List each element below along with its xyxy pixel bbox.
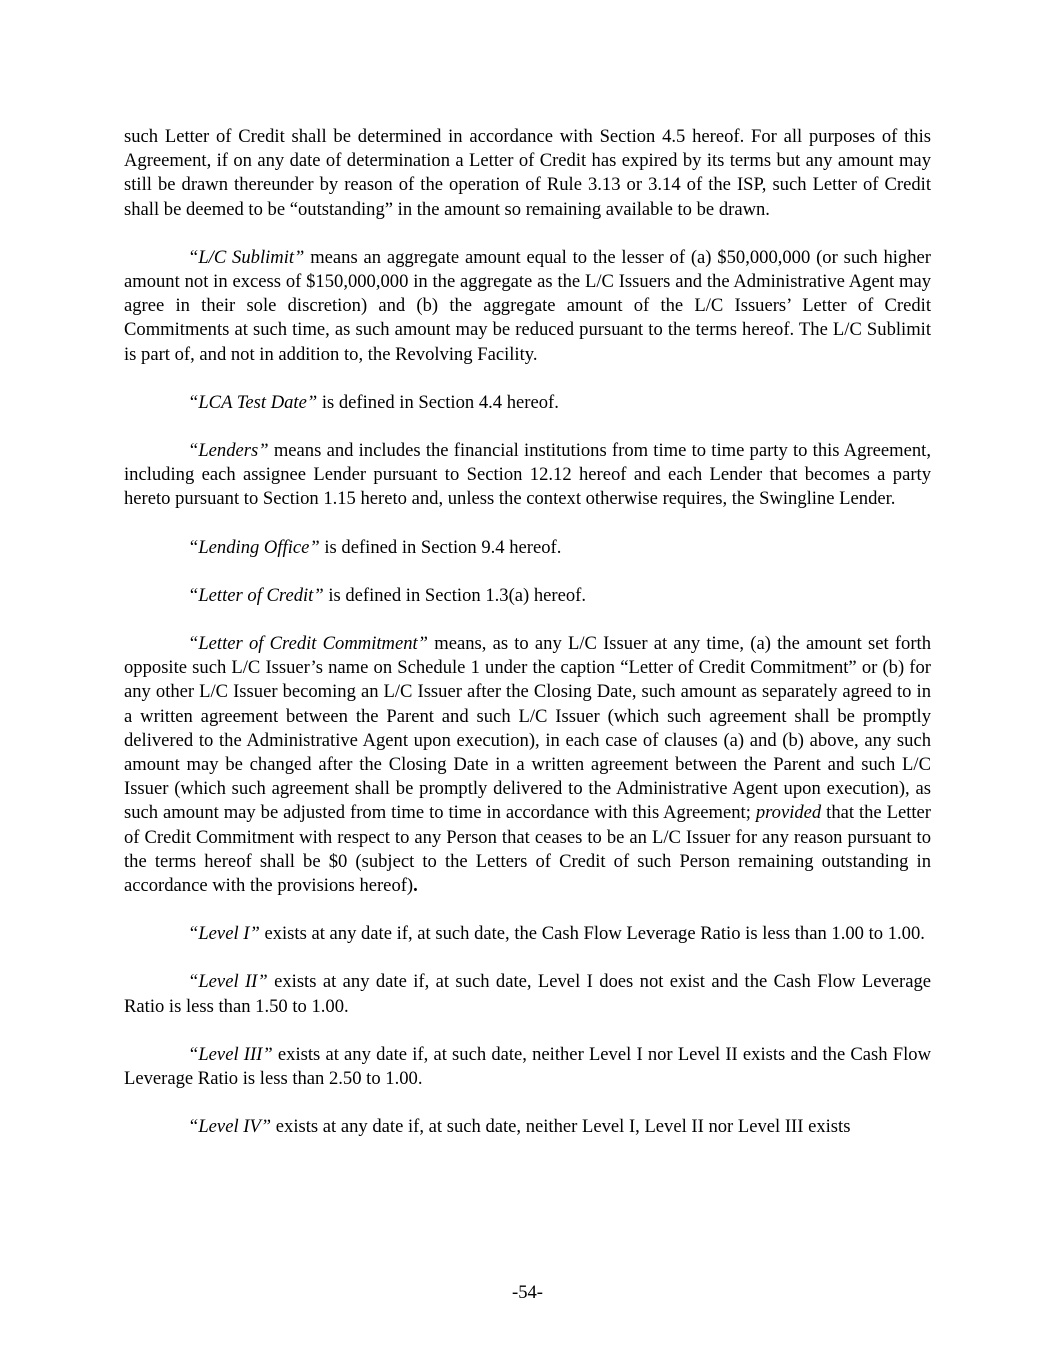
definition-level-iii	[124, 1043, 931, 1091]
paragraph-continuation	[124, 125, 931, 222]
defined-term: “Letter of Credit”	[188, 584, 324, 606]
definition-text: exists at any date if, at such date, Level I does not exist and the Cash Flow Leverage Ratio is less than 1.50 to 1.00.	[124, 971, 931, 1017]
defined-term: “Level III”	[188, 1043, 273, 1065]
paragraph-text: such Letter of Credit shall be determined in accordance with Section 4.5 hereof. For all purposes of this Agreement, if on any date of determination a Letter of Credit has expired by its terms but any amount may still be drawn thereunder by reason of the operation of Rule 3.13 or 3.14 of the ISP, such Letter of Credit shall be deemed to be “outstanding” in the amount so remaining available to be drawn.	[124, 126, 931, 220]
definition-lca-test-date	[124, 391, 931, 415]
definition-text: is defined in Section 4.4 hereof.	[317, 391, 559, 413]
defined-term: “Letter of Credit Commitment”	[188, 633, 429, 655]
definition-text: is defined in Section 9.4 hereof.	[319, 536, 562, 558]
definition-level-i	[124, 922, 931, 946]
definition-level-iv	[124, 1115, 931, 1139]
definition-text: exists at any date if, at such date, neither Level I nor Level II exists and the Cash Flow Leverage Ratio is less than 2.50 to 1.00.	[124, 1043, 931, 1090]
definition-text-continued: that the Letter of Credit Commitment with respect to any Person that ceases to be an L/C Issuer for any reason pursuant to the terms hereof shall be $0 (subject to the Letters of Credit of such Person remaining outstanding in accordance with the provisions hereof)	[124, 802, 931, 897]
definition-text: means, as to any L/C Issuer at any time, (a) the amount set forth opposite such L/C Issuer’s name on Schedule 1 under the caption “Letter of Credit Commitment” or (b) for any other L/C Issuer becoming an L/C Issuer after the Closing Date, such amount as separately agreed to in a written agreement between the Parent and such L/C Issuer (which such agreement shall be promptly delivered to the Administrative Agent upon execution), in each case of clauses (a) and (b) above, any such amount may be changed after the Closing Date in a written agreement between the Parent and such L/C Issuer (which such agreement shall be promptly delivered to the Administrative Agent upon execution), as such amount may be adjusted from time to time in accordance with this Agreement;	[124, 633, 931, 824]
defined-term: “Lenders”	[188, 440, 269, 462]
definition-text: exists at any date if, at such date, the Cash Flow Leverage Ratio is less than 1.00 to 1.00.	[259, 923, 925, 945]
definition-letter-of-credit-commitment	[124, 632, 931, 898]
definition-text: means an aggregate amount equal to the lesser of (a) $50,000,000 (or such higher amount not in excess of $150,000,000 in the aggregate as the L/C Issuers and the Administrative Agent may agree in their sole discretion) and (b) the aggregate amount of the L/C Issuers’ Letter of Credit Commitments at such time, as such amount may be reduced pursuant to the terms hereof. The L/C Sublimit is part of, and not in addition to, the Revolving Facility.	[124, 246, 931, 365]
definition-lc-sublimit	[124, 246, 931, 367]
defined-term: “L/C Sublimit”	[188, 246, 305, 268]
defined-term: “Lending Office”	[188, 536, 320, 558]
defined-term: “Level II”	[188, 971, 268, 993]
definition-lenders	[124, 439, 931, 512]
bold-period: .	[413, 875, 418, 897]
defined-term: “LCA Test Date”	[188, 391, 318, 413]
definition-level-ii	[124, 970, 931, 1018]
definition-lending-office	[124, 536, 931, 560]
definition-letter-of-credit	[124, 584, 931, 608]
defined-term: “Level I”	[188, 923, 260, 945]
definition-text: is defined in Section 1.3(a) hereof.	[323, 584, 586, 606]
defined-term: “Level IV”	[188, 1116, 272, 1138]
definition-text: means and includes the financial institutions from time to time party to this Agreement, including each assignee Lender pursuant to Section 12.12 hereof and each Lender that becomes a party hereto pursuant to Section 1.15 hereto and, unless the context otherwise requires, the Swingline Lender.	[124, 440, 931, 510]
definition-text: exists at any date if, at such date, neither Level I, Level II nor Level III exists	[271, 1116, 851, 1138]
document-page	[124, 125, 931, 1140]
emphasis-provided: provided	[755, 802, 822, 824]
page-number: -54-	[512, 1282, 543, 1303]
